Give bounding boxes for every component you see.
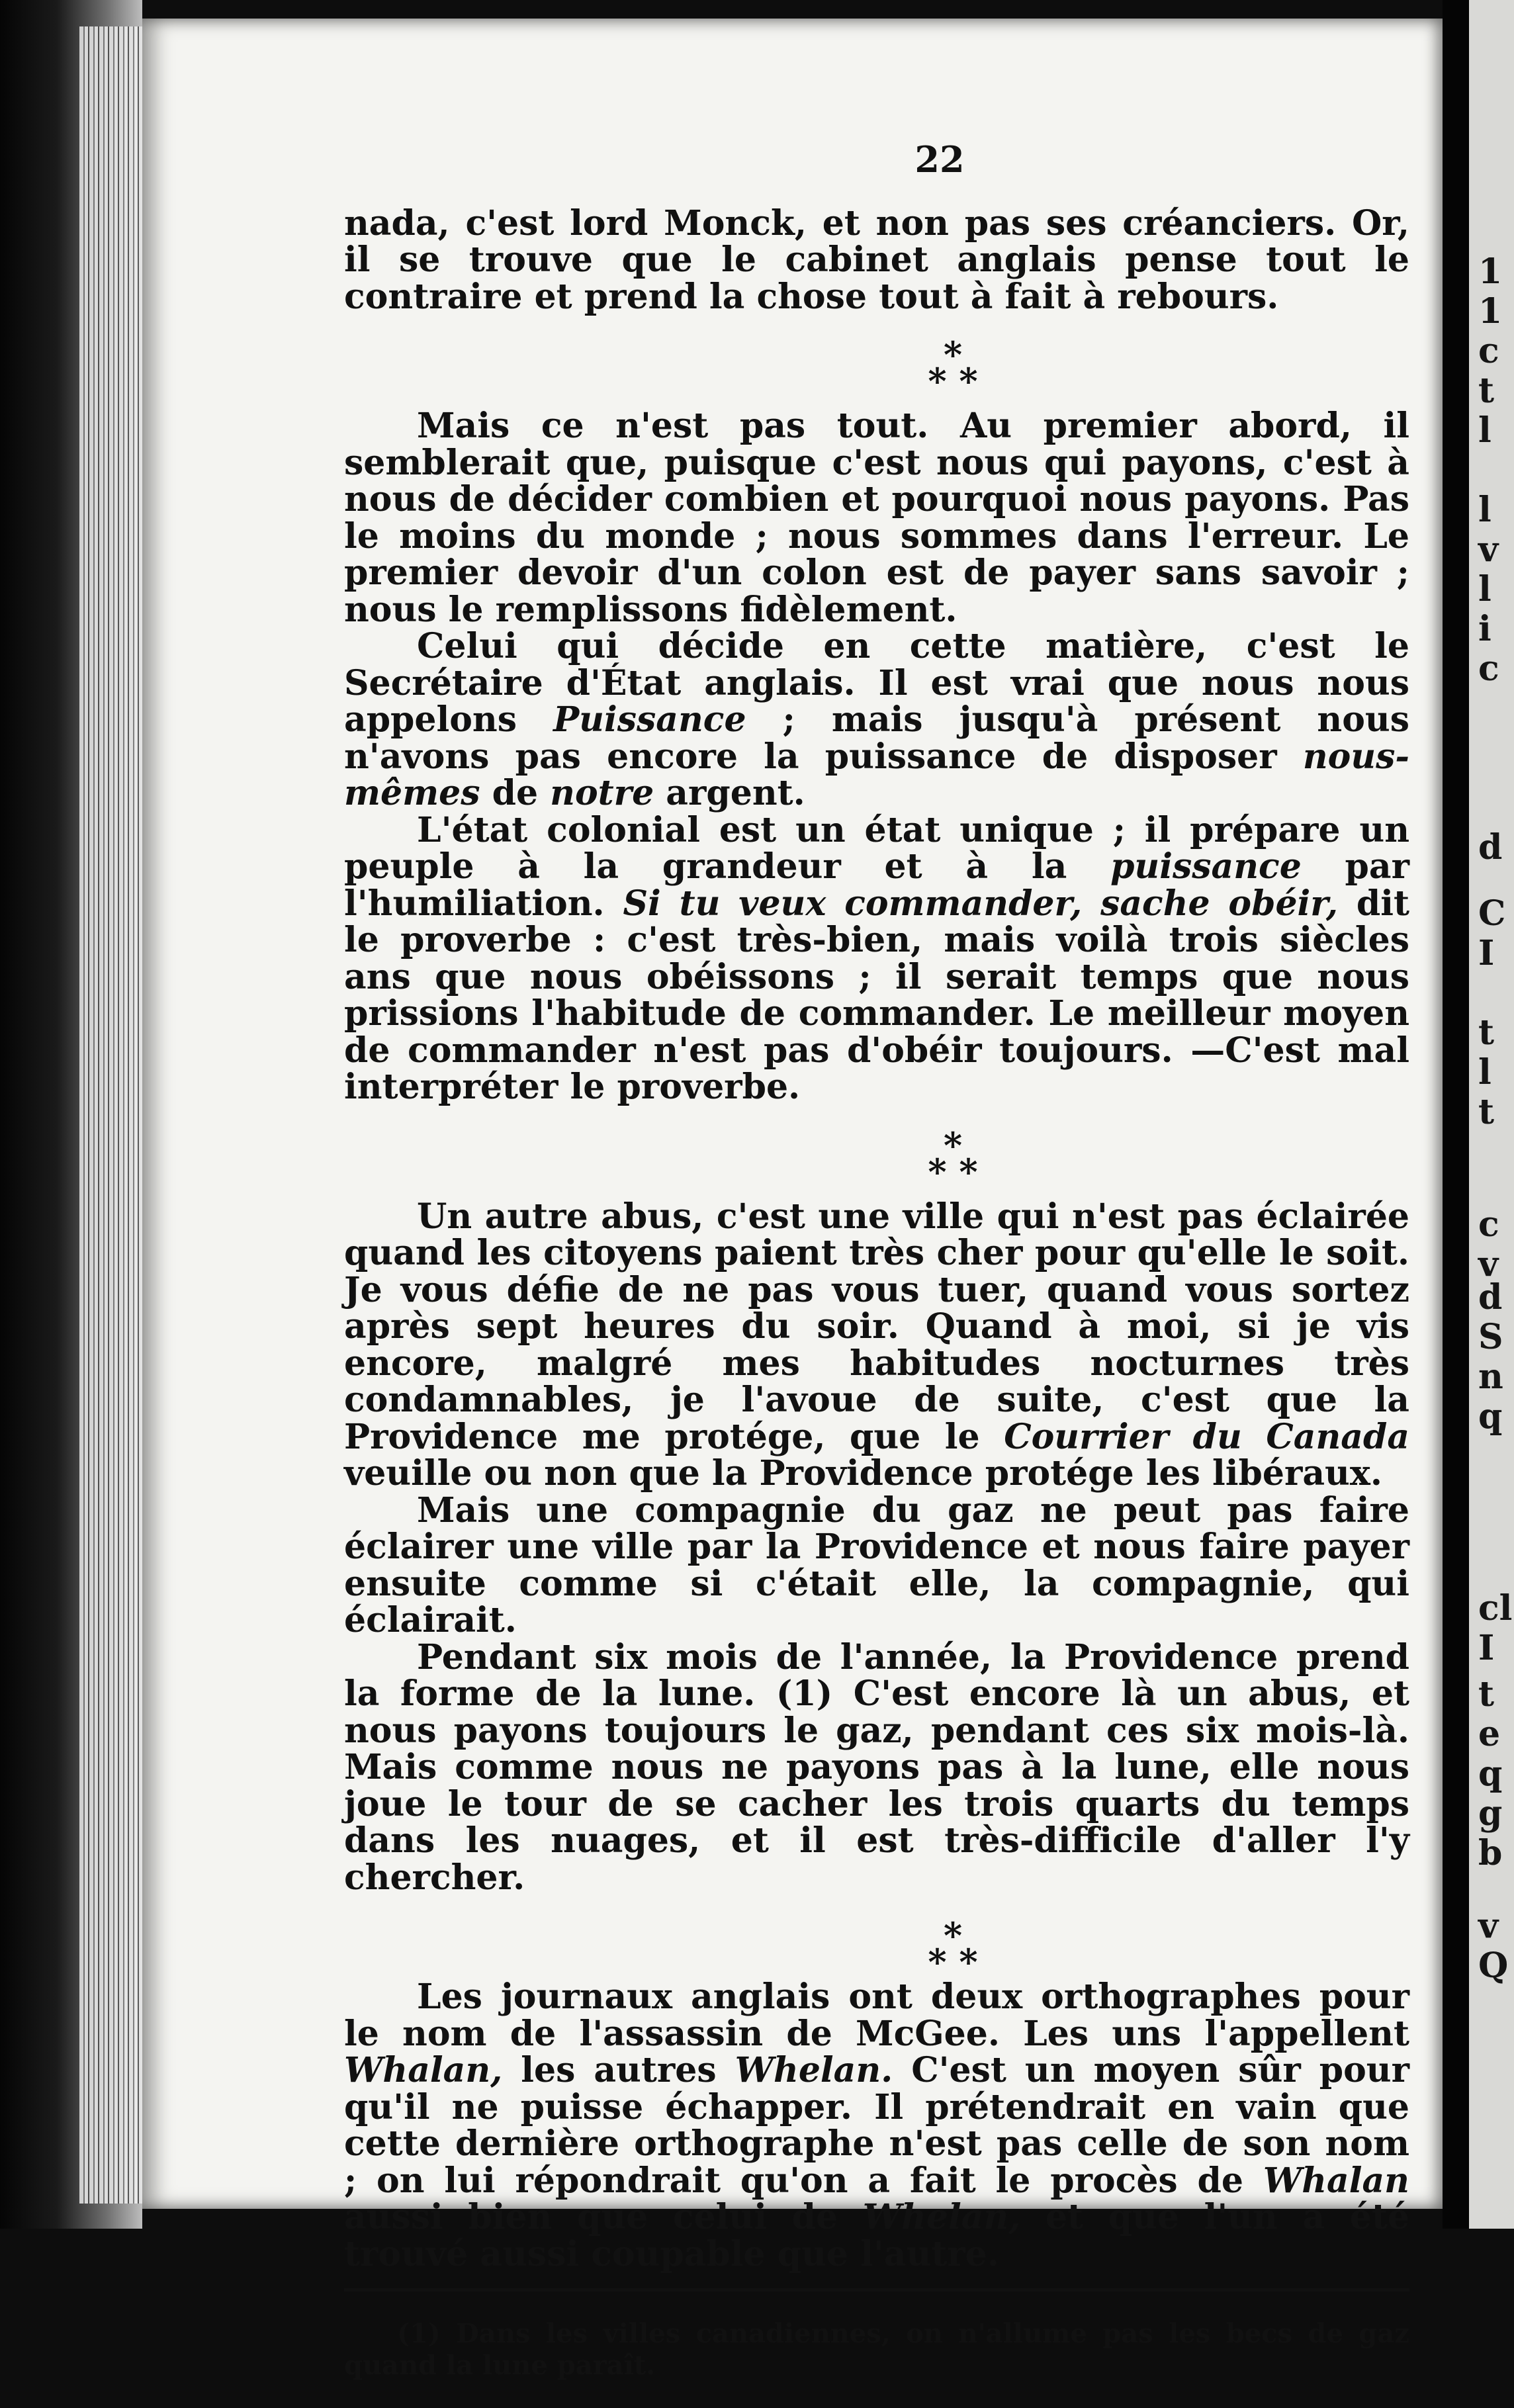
adjacent-letter: q <box>1478 1396 1503 1437</box>
italic-text: Whelan, <box>862 2197 1021 2237</box>
paragraph: nada, c'est lord Monck, et non pas ses créanciers. Or, il se trouve que le cabinet anglais pense tout le contraire et prend la chose tout à fait à rebours. <box>344 202 1409 317</box>
italic-text: Si tu veux commander, sache obéir, <box>623 883 1339 924</box>
text-run: les autres <box>521 2050 717 2090</box>
adjacent-letter: t <box>1478 1674 1495 1715</box>
separator-star: * <box>928 1941 947 1983</box>
separator-star: * <box>943 1914 963 1957</box>
separator-star: * <box>959 360 978 402</box>
adjacent-letter: c <box>1478 648 1499 689</box>
footnote: (1) Dans les villes canadiennes, on n'allume pas les becs de gaz quand la lune paraît. <box>344 2318 1409 2381</box>
italic-text: Whalan, <box>344 2050 503 2090</box>
adjacent-letter: l <box>1478 569 1492 609</box>
adjacent-letter: b <box>1478 1833 1503 1873</box>
adjacent-letter: l <box>1478 1052 1492 1093</box>
italic-text: notre <box>550 773 654 813</box>
separator-star: * <box>928 1150 947 1193</box>
text-run: et que l'un a été trouvé aussi coupable que l'autre. <box>344 2197 1409 2274</box>
adjacent-letter: v <box>1478 1244 1499 1284</box>
adjacent-letter: 1 <box>1478 251 1503 292</box>
page-text <box>344 119 1409 2408</box>
page-number: 22 <box>914 138 965 181</box>
text-run: C'est un moyen sûr pour qu'il ne puisse échapper. Il prétendrait en vain que cette dernière orthographe n'est pas celle de son nom ; on lui répondrait qu'on a fait le procès de <box>344 2050 1409 2201</box>
adjacent-letter: 1 <box>1478 291 1503 332</box>
section-separator <box>496 1106 1409 1198</box>
text-run: Les journaux anglais ont deux orthographes pour le nom de l'assassin de McGee. Les uns l'appellent <box>344 1977 1409 2054</box>
separator-star: * <box>959 1150 978 1193</box>
adjacent-letter: S <box>1478 1317 1503 1357</box>
separator-star: * <box>928 360 947 402</box>
text-run: dit le proverbe : c'est très-bien, mais voilà trois siècles ans que nous obéissons ; il serait temps que nous prissions l'habitude de commander. Le meilleur moyen de commander n'est pas d'obéir toujours. —C'est mal interpréter le proverbe. <box>344 883 1409 1107</box>
text-run: veuille ou non que la Providence protége les libéraux. <box>344 1453 1382 1494</box>
adjacent-letter: t <box>1478 1092 1495 1132</box>
text-run: par l'humiliation. <box>344 846 1409 924</box>
paragraph <box>344 1198 1409 1492</box>
adjacent-page-fragment <box>1469 0 1514 2229</box>
section-separator <box>496 315 1409 408</box>
adjacent-letter: g <box>1478 1793 1503 1834</box>
text-run: L'état colonial est un état unique ; il prépare un peuple à la grandeur et à la <box>344 809 1409 887</box>
adjacent-letter: q <box>1478 1754 1503 1794</box>
adjacent-letter: i <box>1478 609 1492 649</box>
adjacent-letter: l <box>1478 490 1492 530</box>
section-separator <box>496 1896 1409 1983</box>
footnote-rule <box>344 2288 1409 2292</box>
text-run: Un autre abus, c'est une ville qui n'est pas éclairée quand les citoyens paient très cher pour qu'elle le soit. Je vous défie de ne pas vous tuer, quand vous sortez après sept heures du soir. Quand à moi, si je vis encore, malgré mes habitudes nocturnes très condamnables, je l'avoue de suite, c'est que la Providence me protége, que le <box>344 1196 1409 1457</box>
adjacent-letter: e <box>1478 1714 1501 1754</box>
text-run: aussi bien que celui de <box>344 2197 838 2237</box>
separator-star: * <box>959 1941 978 1983</box>
adjacent-letter: v <box>1478 529 1499 570</box>
separator-star-pair <box>496 1150 1409 1193</box>
adjacent-letter: d <box>1478 827 1503 868</box>
paragraph: Pendant six mois de l'année, la Providence prend la forme de la lune. (1) C'est encore là un abus, et nous payons toujours le gaz, pendant ces six mois-là. Mais comme nous ne payons pas à la lune, elle nous joue le tour de se cacher les trois quarts du temps dans les nuages, et il est très-difficile d'aller l'y chercher. <box>344 1636 1409 1898</box>
adjacent-letter: c <box>1478 331 1499 371</box>
separator-star: * <box>943 1124 963 1167</box>
adjacent-letter: Q <box>1478 1945 1509 1986</box>
paragraph <box>344 809 1409 1107</box>
italic-text: Whalan <box>1263 2160 1409 2201</box>
scan-border <box>1443 0 1469 2229</box>
adjacent-letter: v <box>1478 1906 1499 1946</box>
page-stack-edges <box>79 26 146 2204</box>
italic-text: puissance <box>1110 846 1302 887</box>
adjacent-letter: l <box>1478 410 1492 451</box>
separator-star-pair <box>496 360 1409 402</box>
adjacent-letter: t <box>1478 371 1495 411</box>
italic-text: Courrier du Canada <box>1004 1416 1410 1457</box>
adjacent-letter: I <box>1478 1628 1495 1668</box>
paragraph: Mais une compagnie du gaz ne peut pas faire éclairer une ville par la Providence et nous faire payer ensuite comme si c'était elle, la compagnie, qui éclairait. <box>344 1490 1409 1640</box>
separator-star: * <box>943 334 963 376</box>
text-run: argent. <box>666 773 805 813</box>
adjacent-letter: cl <box>1478 1588 1513 1628</box>
italic-text: nous-mêmes <box>344 736 1409 813</box>
text-run: ; mais jusqu'à présent nous n'avons pas encore la puissance de disposer <box>344 699 1410 777</box>
text-run: Celui qui décide en cette matière, c'est le Secrétaire d'État anglais. Il est vrai que nous nous appelons <box>344 626 1409 740</box>
adjacent-letter: C <box>1478 893 1506 934</box>
adjacent-letter: I <box>1478 933 1495 973</box>
adjacent-letter: t <box>1478 1012 1495 1053</box>
adjacent-letter: d <box>1478 1277 1503 1317</box>
adjacent-letter: n <box>1478 1357 1503 1397</box>
separator-star-pair <box>496 1941 1409 1983</box>
paragraph <box>344 628 1409 812</box>
text-run: de <box>492 773 539 813</box>
paragraph: Mais ce n'est pas tout. Au premier abord, il semblerait que, puisque c'est nous qui payons, c'est à nous de décider combien et pourquoi nous payons. Pas le moins du monde ; nous sommes dans l'erreur. Le premier devoir d'un colon est de payer sans savoir ; nous le remplissons fidèlement. <box>344 406 1409 630</box>
adjacent-letter: c <box>1478 1204 1499 1245</box>
italic-text: Whelan. <box>735 2050 893 2090</box>
paragraph <box>344 1979 1409 2272</box>
italic-text: Puissance <box>553 699 746 740</box>
